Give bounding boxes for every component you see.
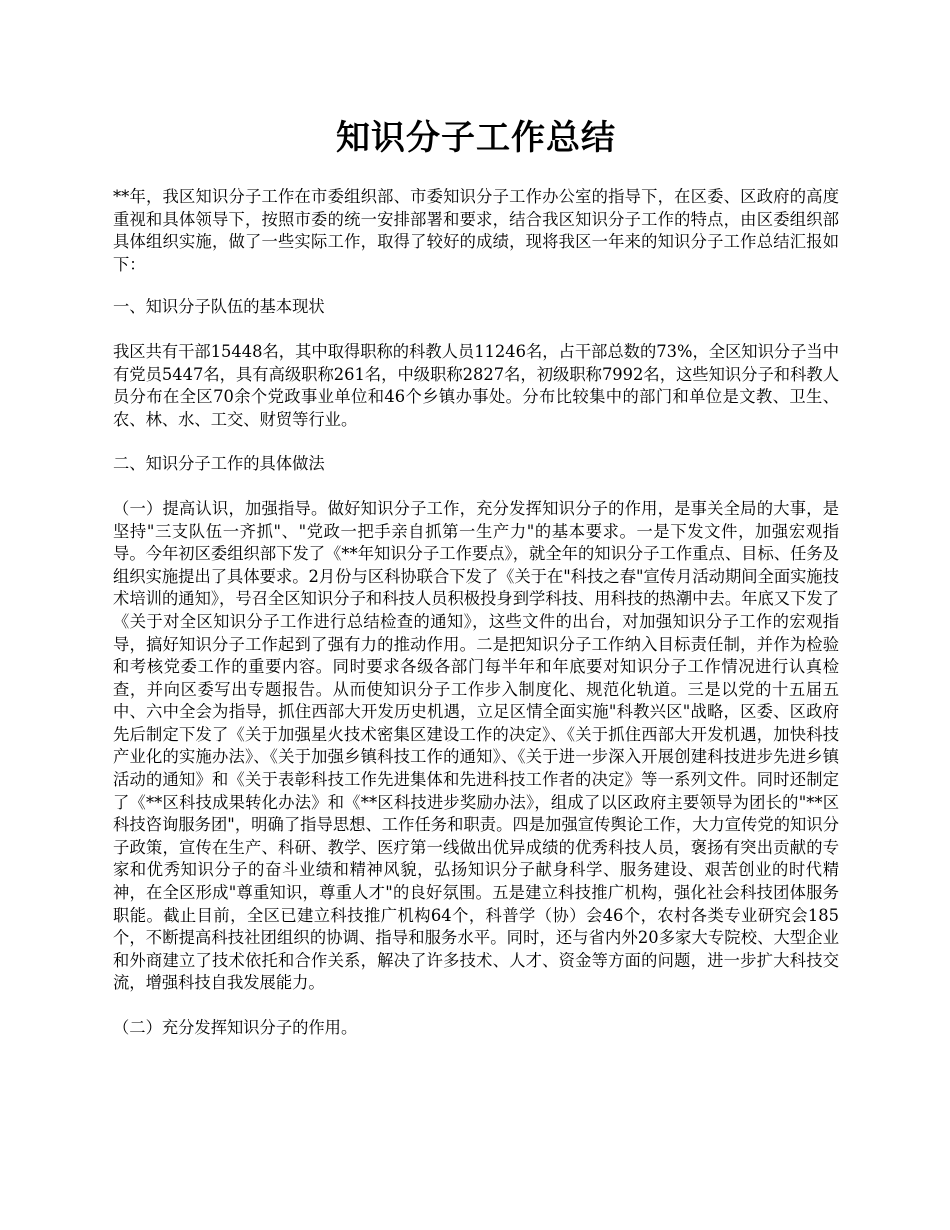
- intro-paragraph: **年，我区知识分子工作在市委组织部、市委知识分子工作办公室的指导下，在区委、区政府的高度重视和具体领导下，按照市委的统一安排部署和要求，结合我区知识分子工作的特点，由区委组织部具体组织实施，做了一些实际工作，取得了较好的成绩，现将我区一年来的知识分子工作总结汇报如下：: [113, 187, 839, 274]
- section2-part2-heading: （二）充分发挥知识分子的作用。: [113, 1018, 358, 1037]
- section1-body-paragraph: 我区共有干部15448名，其中取得职称的科教人员11246名，占干部总数的73%，全区知识分子当中有党员5447名，具有高级职称261名，中级职称2827名，初级职称7992名，这些知识分子和科教人员分布在全区70余个党政事业单位和46个乡镇办事处。分布比较集中的部门和单位是文教、卫生、农、林、水、工交、财贸等行业。: [113, 341, 839, 429]
- section2-part1-paragraph: （一）提高认识，加强指导。做好知识分子工作，充分发挥知识分子的作用，是事关全局的大事，是坚持"三支队伍一齐抓"、"党政一把手亲自抓第一生产力"的基本要求。一是下发文件，加强宏观指导。今年初区委组织部下发了《**年知识分子工作要点》，就全年的知识分子工作重点、目标、任务及组织实施提出了具体要求。2月份与区科协联合下发了《关于在"科技之春"宣传月活动期间全面实施技术培训的通知》，号召全区知识分子和科技人员积极投身到学科技、用科技的热潮中去。年底又下发了《关于对全区知识分子工作进行总结检查的通知》，这些文件的出台，对加强知识分子工作的宏观指导，搞好知识分子工作起到了强有力的推动作用。二是把知识分子工作纳入目标责任制，并作为检验和考核党委工作的重要内容。同时要求各级各部门每半年和年底要对知识分子工作情况进行认真检查，并向区委写出专题报告。从而使知识分子工作步入制度化、规范化轨道。三是以党的十五届五中、六中全会为指导，抓住西部大开发历史机遇，立足区情全面实施"科教兴区"战略，区委、区政府先后制定下发了《关于加强星火技术密集区建设工作的决定》、《关于抓住西部大开发机遇，加快科技产业化的实施办法》、《关于加强乡镇科技工作的通知》、《关于进一步深入开展创建科技进步先进乡镇活动的通知》和《关于表彰科技工作先进集体和先进科技工作者的决定》等一系列文件。同时还制定了《**区科技成果转化办法》和《**区科技进步奖励办法》，组成了以区政府主要领导为团长的"**区科技咨询服务团"，明确了指导思想、工作任务和职责。四是加强宣传舆论工作，大力宣传党的知识分子政策，宣传在生产、科研、教学、医疗第一线做出优异成绩的优秀科技人员，褒扬有突出贡献的专家和优秀知识分子的奋斗业绩和精神风貌，弘扬知识分子献身科学、服务建设、艰苦创业的时代精神，在全区形成"尊重知识，尊重人才"的良好氛围。五是建立科技推广机构，强化社会科技团体服务职能。截止目前，全区已建立科技推广机构64个，科普学（协）会46个，农村各类专业研究会185个，不断提高科技社团组织的协调、指导和服务水平。同时，还与省内外20多家大专院校、大型企业和外商建立了技术依托和合作关系，解决了许多技术、人才、资金等方面的问题，进一步扩大科技交流，增强科技自我发展能力。: [113, 498, 839, 993]
- document-page: [113, 0, 839, 1040]
- document-title: 知识分子工作总结: [336, 118, 616, 158]
- section1-heading: 一、知识分子队伍的基本现状: [113, 297, 325, 317]
- section2-heading: 二、知识分子工作的具体做法: [113, 454, 325, 474]
